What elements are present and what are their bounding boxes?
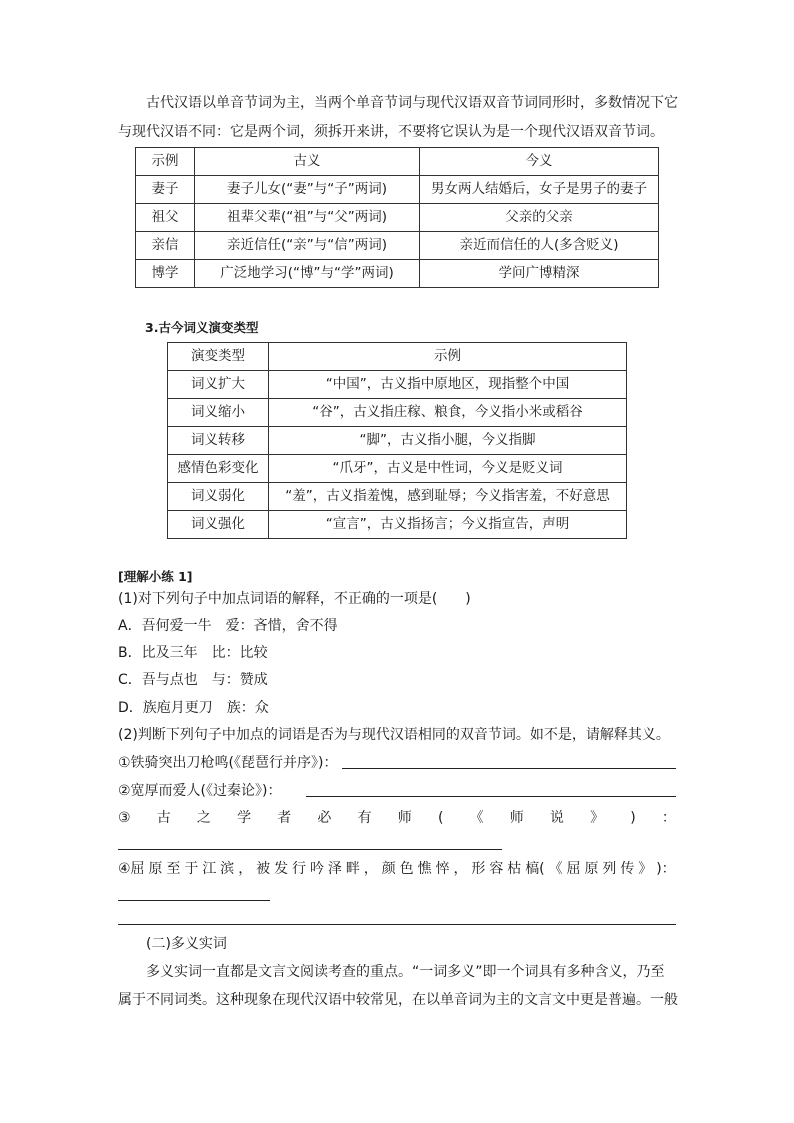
- table-row: [136, 176, 659, 204]
- table-cell: “脚”，古义指小腿，今义指脚: [269, 427, 627, 455]
- sentence-4: [118, 859, 676, 879]
- sentence-4-char: 形: [471, 861, 486, 877]
- table-header-row: [136, 148, 659, 176]
- question-2: (2)判断下列句子中加点的词语是否为与现代汉语相同的双音节词。如不是，请解释其义。: [118, 727, 670, 743]
- sentence-4-char: 枯: [507, 861, 522, 877]
- table-cell: 词义转移: [168, 427, 269, 455]
- table-cell: 妻子儿女(“妻”与“子”两词): [195, 176, 420, 204]
- section-two-line-1: 多义实词一直都是文言文阅读考查的重点。“一词多义”即一个词具有多种含义，乃至: [146, 964, 665, 980]
- sentence-4-char: 颜: [381, 861, 396, 877]
- table-cell: “宣言”，古义指扬言；今义指宣告，声明: [269, 511, 627, 539]
- sentence-4-char: )：: [656, 861, 676, 877]
- sentence-4-char: 憔: [417, 861, 432, 877]
- section-two-line-2: 属于不同词类。这种现象在现代汉语中较常见，在以单音词为主的文言文中更是普遍。一般: [118, 992, 678, 1008]
- table-row: [168, 427, 627, 455]
- table-header-row: [168, 343, 627, 371]
- table-cell: 妻子: [136, 176, 195, 204]
- table-cell: “爪牙”，古义是中性词，今义是贬义词: [269, 455, 627, 483]
- table-cell: 博学: [136, 260, 195, 288]
- sentence-4-char: ，: [363, 861, 378, 877]
- option-b: B．比及三年 比：比较: [118, 645, 268, 661]
- sentence-3-char: 》: [590, 810, 605, 826]
- table-row: [136, 204, 659, 232]
- table-header: 古义: [195, 148, 420, 176]
- sentence-3-char: 师: [397, 810, 412, 826]
- table-cell: 父亲的父亲: [420, 204, 659, 232]
- sentence-3-char: 者: [277, 810, 292, 826]
- table-cell: 感情色彩变化: [168, 455, 269, 483]
- sentence-3-char: ): [630, 810, 636, 826]
- sentence-3-char: ③: [118, 810, 131, 826]
- table-header: 示例: [136, 148, 195, 176]
- sentence-4-char: 被: [256, 861, 271, 877]
- table-row: [136, 232, 659, 260]
- table-header: 今义: [420, 148, 659, 176]
- intro-line-2: 与现代汉语不同：它是两个词，须拆开来讲，不要将它误认为是一个现代汉语双音节词。: [118, 124, 664, 140]
- table-cell: 词义扩大: [168, 371, 269, 399]
- table-cell: “中国”，古义指中原地区，现指整个中国: [269, 371, 627, 399]
- sentence-4-char: 原: [584, 861, 599, 877]
- sentence-4-char: 行: [292, 861, 306, 877]
- ancient-modern-table: [135, 147, 659, 288]
- sentence-4-char: 发: [274, 861, 289, 877]
- sentence-4-char: ，: [238, 861, 253, 877]
- table-row: [168, 399, 627, 427]
- practice-title: [理解小练 1]: [118, 569, 193, 584]
- table-cell: “谷”，古义指庄稼、粮食，今义指小米或稻谷: [269, 399, 627, 427]
- option-c: C．吾与点也 与：赞成: [118, 672, 268, 688]
- sentence-4-char: 至: [166, 861, 181, 877]
- sentence-4-char: ④屈: [118, 861, 145, 877]
- table-cell: “羞”，古义指羞愧，感到耻辱；今义指害羞，不好意思: [269, 483, 627, 511]
- sentence-3-char: 古: [156, 810, 171, 826]
- sentence-3-char: (: [437, 810, 444, 826]
- sentence-4-char: 江: [202, 861, 217, 877]
- sentence-3: [118, 808, 676, 828]
- table-row: [168, 511, 627, 539]
- question-1: (1)对下列句子中加点词语的解释，不正确的一项是( ): [118, 591, 471, 607]
- sentence-3-char: 师: [509, 810, 524, 826]
- section-3-title: 3.古今词义演变类型: [145, 320, 259, 335]
- table-row: [168, 455, 627, 483]
- section-two-title: (二)多义实词: [146, 936, 227, 952]
- sentence-3-char: 必: [317, 810, 332, 826]
- table-cell: 广泛地学习(“博”与“学”两词): [195, 260, 420, 288]
- answer-line-4a[interactable]: [118, 900, 270, 901]
- table-cell: 词义缩小: [168, 399, 269, 427]
- sentence-4-char: 畔: [345, 861, 360, 877]
- sentence-3-char: 学: [237, 810, 252, 826]
- table-cell: 学问广博精深: [420, 260, 659, 288]
- sentence-2: ②宽厚而爱人(《过秦论》)：: [118, 783, 282, 799]
- table-cell: 亲近而信任的人(多含贬义): [420, 232, 659, 260]
- sentence-3-char: 有: [357, 810, 372, 826]
- table-row: [168, 483, 627, 511]
- sentence-4-char: 悴: [435, 861, 450, 877]
- sentence-4-char: 色: [399, 861, 414, 877]
- intro-line-1: 古代汉语以单音节词为主，当两个单音节词与现代汉语双音节词同形时，多数情况下它: [146, 95, 678, 111]
- table-cell: 祖辈父辈(“祖”与“父”两词): [195, 204, 420, 232]
- sentence-3-char: 《: [469, 810, 484, 826]
- sentence-3-char: ：: [661, 810, 676, 826]
- sentence-4-char: 列: [602, 861, 617, 877]
- table-cell: 词义强化: [168, 511, 269, 539]
- answer-line-4b[interactable]: [118, 924, 676, 925]
- sentence-4-char: 滨: [220, 861, 235, 877]
- table-row: [136, 260, 659, 288]
- sentence-4-char: 《: [548, 861, 563, 877]
- answer-line-2[interactable]: [306, 796, 676, 797]
- table-header: 演变类型: [168, 343, 269, 371]
- table-cell: 亲信: [136, 232, 195, 260]
- option-d: D．族庖月更刀 族：众: [118, 700, 269, 716]
- option-a: A．吾何爱一牛 爱：吝惜，舍不得: [118, 618, 338, 634]
- sentence-4-char: 容: [489, 861, 504, 877]
- sentence-4-char: 泽: [327, 861, 342, 877]
- sentence-4-char: 于: [184, 861, 199, 877]
- sentence-4-char: 原: [148, 861, 163, 877]
- table-cell: 亲近信任(“亲”与“信”两词): [195, 232, 420, 260]
- sentence-4-char: 》: [638, 861, 653, 877]
- intro-paragraph: [118, 89, 678, 147]
- sentence-4-char: ，: [453, 861, 468, 877]
- table-header: 示例: [269, 343, 627, 371]
- evolution-types-table: [167, 342, 627, 539]
- sentence-4-char: 槁(: [525, 861, 545, 877]
- answer-line-1[interactable]: [342, 768, 676, 769]
- sentence-4-char: 吟: [309, 861, 324, 877]
- sentence-4-char: 传: [620, 861, 635, 877]
- table-cell: 词义弱化: [168, 483, 269, 511]
- table-row: [168, 371, 627, 399]
- answer-line-3[interactable]: [118, 849, 502, 850]
- sentence-1: ①铁骑突出刀枪鸣(《琵琶行并序》)：: [118, 755, 338, 771]
- sentence-3-char: 之: [196, 810, 211, 826]
- table-cell: 男女两人结婚后，女子是男子的妻子: [420, 176, 659, 204]
- sentence-4-char: 屈: [566, 861, 581, 877]
- table-cell: 祖父: [136, 204, 195, 232]
- sentence-3-char: 说: [549, 810, 564, 826]
